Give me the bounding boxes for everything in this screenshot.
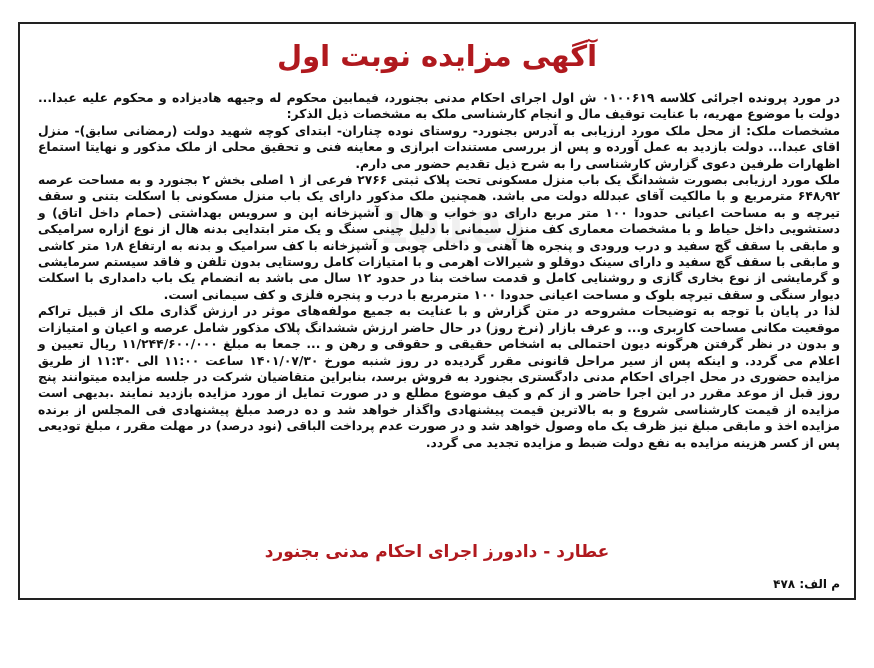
- paragraph-valuation-auction: لذا در پایان با توجه به توضیحات مشروحه در متن گزارش و با عنایت به جمیع مولفه‌های موثر در ارزش گذاری ملک از قبیل تراکم موقعیت مکانی مساحت کاربری و... و عرف بازار (نرخ روز) در حال حاضر ارزش ششدانگ پلاک مذکور شامل عرصه و اعیان و امتیازات و بدون در نظر گرفتن هرگونه دیون احتمالی به اشخاص حقیقی و حقوقی و رهن و ... جمعا به مبلغ ۱۱/۲۴۴/۶۰۰/۰۰۰ ریال تعیین و اعلام می گردد. و اینکه پس از سیر مراحل قانونی مقرر گردیده در روز شنبه مورخ ۱۴۰۱/۰۷/۳۰ ساعت ۱۱:۰۰ الی ۱۱:۳۰ از طریق مزایده حضوری در محل اجرای احکام مدنی دادگستری بجنورد به فروش برسد، بنابراین متقاضیان شرکت در جلسه مزایده میتوانند پنج روز قبل از موعد مقرر در این اجرا حاضر و از کم و کیف موضوع مطلع و در صورت تمایل از مورد مزایده بازدید نمایند .بدیهی است مزایده از قیمت کارشناسی شروع و به بالاترین قیمت پیشنهادی واگذار خواهد شد و ده درصد مبلغ پیشنهادی فی المجلس از برنده مزایده اخذ و مابقی مبلغ نیز ظرف یک ماه وصول خواهد شد و در صورت عدم پرداخت الباقی (نود درصد) در مهلت مقرر ، مبلغ تودیعی پس از کسر هزینه مزایده به نفع دولت ضبط و مزایده تجدید می گردد.: [38, 304, 840, 450]
- paragraph-property-specs: مشخصات ملک: از محل ملک مورد ارزیابی به آدرس بجنورد- روستای نوده چناران- ابتدای کوچه شهید دولت (رمضانی سابق)- منزل اقای عبدا... دولت بازدید به عمل آورده و پس از بررسی مستندات ابرازی و معاینه فنی و تحقیق محلی از ملک مذکور و نهایتا استماع اظهارات طرفین دعوی گزارش کارشناسی را به شرح ذیل تقدیم حضور می دارم.: [38, 123, 840, 171]
- watermark: 10101: [378, 203, 532, 254]
- notice-frame: [18, 22, 856, 600]
- reference-number: م الف: ۴۷۸: [773, 577, 840, 591]
- notice-body: [38, 90, 840, 451]
- signature: عطارد - دادورز اجرای احکام مدنی بجنورد: [264, 542, 610, 562]
- paragraph-property-description: ملک مورد ارزیابی بصورت ششدانگ یک باب منزل مسکونی تحت پلاک ثبتی ۲۷۶۶ فرعی از ۱ اصلی بخش ۲ بجنورد و به مساحت عرصه ۶۴۸٫۹۲ مترمربع و با مالکیت آقای عبدلله دولت می باشد. همچنین ملک مذکور دارای یک باب منزل مسکونی با اسکلت بتنی و سقف تیرچه و به مساحت اعیانی حدودا ۱۰۰ متر مربع دارای دو خواب و هال و آشپزخانه اپن و سرویس بهداشتی (حمام داخل اتاق) و دستشویی داخل حیاط و با مشخصات معماری کف منزل سیمانی با دلیل چینی سنگ و یک متر ابتدایی بدنه هال از نوع ازاره سرامیکی و مابقی با سقف گچ سفید و درب ورودی و پنجره ها آهنی و داخلی چوبی و آشپزخانه با کف سرامیک و بدنه به ارتفاع ۱٫۸ متر کاشی و مابقی با سقف گچ سفید و دارای سینک دوقلو و شیرالات اهرمی و با امتیازات کامل روستایی بدون تلفن و فاقد سیستم سرمایشی و گرمایشی از نوع بخاری گازی و روشنایی کامل و قدمت ساخت بنا در حدود ۱۲ سال می باشد به انضمام یک باب دامداری با اسکلت دیوار سنگی و سقف تیرچه بلوک و مساحت اعیانی حدودا ۱۰۰ مترمربع با درب و پنجره فلزی و کف سیمانی است.: [38, 173, 840, 302]
- paragraph-intro: در مورد پرونده اجرائی کلاسه ۰۱۰۰۶۱۹ ش اول اجرای احکام مدنی بجنورد، فیمابین محکوم له وجیهه هادیزاده و محکوم علیه عبدا... دولت با موضوع مهریه، با عنایت توقیف مال و انجام کارشناسی ملک به مشخصات ذیل الذکر:: [38, 91, 840, 122]
- notice-title: آگهی مزایده نوبت اول: [276, 39, 598, 73]
